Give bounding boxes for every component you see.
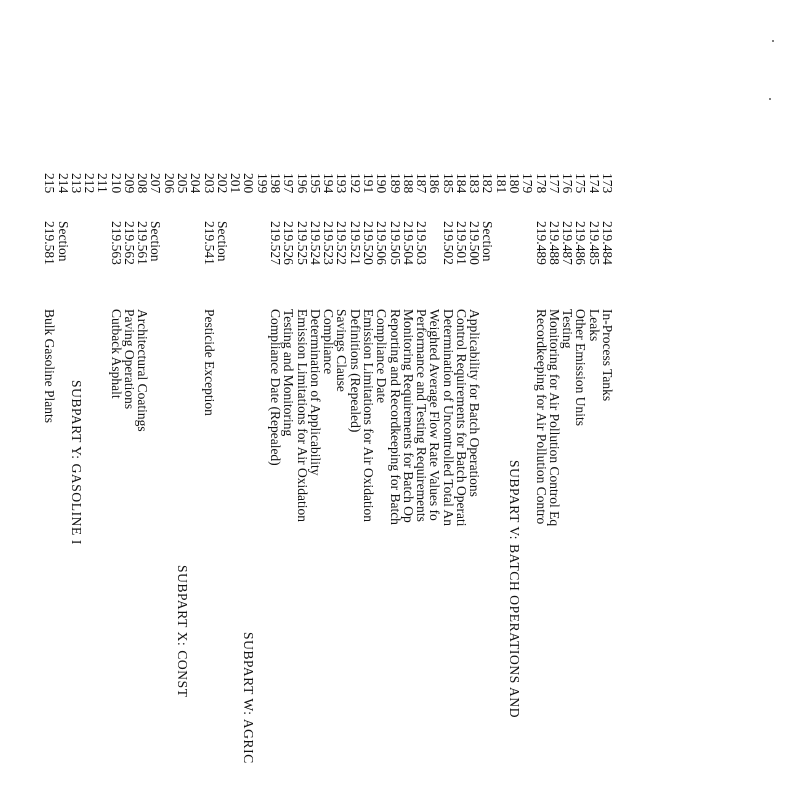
document-line	[135, 0, 149, 800]
document-line	[215, 0, 229, 800]
line-number: 201	[228, 173, 244, 194]
line-number: 182	[480, 173, 496, 194]
line-number: 181	[493, 173, 509, 194]
line-number: 186	[427, 173, 443, 194]
document-line	[600, 0, 614, 800]
section-number: 219.563	[108, 221, 124, 265]
section-number: 219.561	[135, 221, 151, 265]
scan-speck	[769, 98, 771, 100]
subpart-heading: SUBPART X: CONST	[175, 565, 191, 698]
line-number: 176	[560, 173, 576, 194]
section-title: Recordkeeping for Air Pollution Contro	[533, 309, 549, 525]
section-title: Reporting and Recordkeeping for Batch	[387, 309, 403, 525]
subpart-heading: SUBPART V: BATCH OPERATIONS AND	[507, 460, 523, 719]
document-line	[494, 0, 508, 800]
document-line	[587, 0, 601, 800]
line-number: 190	[374, 173, 390, 194]
section-title: Weighted Average Flow Rate Values fo	[427, 309, 443, 521]
line-number: 175	[573, 173, 589, 194]
section-title: Determination of Uncontrolled Total An	[440, 309, 456, 527]
section-number: 219.526	[281, 221, 297, 265]
section-title: Compliance Date (Repealed)	[268, 309, 283, 466]
section-number: 219.484	[600, 221, 615, 265]
section-number: 219.520	[360, 221, 376, 265]
line-number: 211	[95, 173, 111, 193]
document-line	[281, 0, 295, 800]
document-line	[109, 0, 123, 800]
document-line	[56, 0, 70, 800]
section-number: 219.504	[400, 221, 416, 265]
section-title: In-Process Tanks	[600, 309, 615, 402]
section-number: 219.521	[347, 221, 363, 265]
document-line	[202, 0, 216, 800]
document-line	[348, 0, 362, 800]
line-number: 209	[121, 173, 137, 194]
section-number: 219.487	[560, 221, 576, 265]
section-number: 219.522	[334, 221, 350, 265]
document-line	[560, 0, 574, 800]
section-title: Compliance Date	[374, 309, 390, 404]
document-line	[334, 0, 348, 800]
section-number: 219.524	[307, 221, 323, 265]
section-title: Emission Limitations for Air Oxidation	[294, 309, 310, 522]
document-line	[414, 0, 428, 800]
section-title: Control Requirements for Batch Operati	[453, 309, 469, 527]
document-line	[454, 0, 468, 800]
document-line	[467, 0, 481, 800]
section-number: 219.500	[467, 221, 483, 265]
section-number: 219.485	[586, 221, 602, 265]
document-line	[228, 0, 242, 800]
line-number: 195	[307, 173, 323, 194]
line-number: 180	[507, 173, 523, 194]
document-line	[321, 0, 335, 800]
line-number: 203	[201, 173, 217, 194]
document-line	[507, 0, 521, 800]
document-line	[401, 0, 415, 800]
line-number: 174	[586, 173, 602, 194]
line-number: 199	[254, 173, 270, 194]
document-line	[441, 0, 455, 800]
line-number: 193	[334, 173, 350, 194]
section-title: Applicability for Batch Operations	[467, 309, 483, 497]
document-line	[148, 0, 162, 800]
document-line	[374, 0, 388, 800]
line-number: 196	[294, 173, 310, 194]
section-number: Section	[148, 221, 164, 262]
section-title: Cutback Asphalt	[108, 309, 124, 399]
line-number: 184	[453, 173, 469, 194]
section-number: 219.527	[268, 221, 283, 265]
document-line	[534, 0, 548, 800]
section-title: Determination of Applicability	[307, 309, 323, 476]
section-number: 219.486	[573, 221, 589, 265]
line-number: 212	[82, 173, 98, 194]
document-line	[241, 0, 255, 800]
section-title: Bulk Gasoline Plants	[42, 309, 58, 423]
line-number: 206	[161, 173, 177, 194]
scan-speck	[772, 40, 774, 42]
document-line	[162, 0, 176, 800]
section-number: 219.505	[387, 221, 403, 265]
section-title: Other Emission Units	[573, 309, 589, 426]
document-line	[520, 0, 534, 800]
section-number: Section	[214, 221, 230, 262]
section-title: Paving Operations	[121, 309, 137, 410]
line-number: 179	[520, 173, 536, 194]
line-number: 197	[281, 173, 297, 194]
section-number: 219.541	[201, 221, 217, 265]
line-number: 213	[68, 173, 84, 194]
section-number: 219.523	[321, 221, 337, 265]
section-title: Testing	[560, 309, 576, 349]
line-number: 214	[55, 173, 71, 194]
line-number: 198	[268, 173, 283, 194]
section-number: 219.501	[453, 221, 469, 265]
document-line	[255, 0, 269, 800]
document-line	[295, 0, 309, 800]
section-number: Section	[55, 221, 71, 262]
document-line	[82, 0, 96, 800]
section-title: Savings Clause	[334, 309, 350, 392]
document-line	[122, 0, 136, 800]
line-number: 188	[400, 173, 416, 194]
line-number: 215	[42, 173, 58, 194]
section-title: Emission Limitations for Air Oxidation	[360, 309, 376, 522]
section-number: 219.506	[374, 221, 390, 265]
document-line	[427, 0, 441, 800]
section-title: Definitions (Repealed)	[347, 309, 363, 433]
document-line	[547, 0, 561, 800]
document-line	[361, 0, 375, 800]
line-number: 187	[414, 173, 430, 194]
section-title: Performance and Testing Requirements	[414, 309, 430, 522]
document-line	[573, 0, 587, 800]
line-number: 191	[360, 173, 376, 194]
subpart-heading: SUBPART W: AGRIC	[241, 632, 257, 764]
document-line	[188, 0, 202, 800]
section-title: Architectural Coatings	[135, 309, 151, 432]
document-line	[175, 0, 189, 800]
document-line	[388, 0, 402, 800]
section-title: Monitoring Requirements for Batch Op	[400, 309, 416, 523]
section-number: 219.488	[546, 221, 562, 265]
section-title: Pesticide Exception	[201, 309, 217, 416]
section-title: Compliance	[321, 309, 337, 375]
document-line	[268, 0, 282, 800]
section-number: 219.502	[440, 221, 456, 265]
line-number: 207	[148, 173, 164, 194]
line-number: 208	[135, 173, 151, 194]
line-number: 183	[467, 173, 483, 194]
line-number: 189	[387, 173, 403, 194]
section-number: 219.562	[121, 221, 137, 265]
line-number: 194	[321, 173, 337, 194]
line-number: 178	[533, 173, 549, 194]
line-number: 204	[188, 173, 204, 194]
document-line	[308, 0, 322, 800]
subpart-heading: SUBPART Y: GASOLINE I	[68, 380, 84, 545]
section-number: Section	[480, 221, 496, 262]
document-line	[42, 0, 56, 800]
line-number: 173	[600, 173, 615, 194]
section-number: 219.489	[533, 221, 549, 265]
line-number: 210	[108, 173, 124, 194]
section-number: 219.503	[414, 221, 430, 265]
section-title: Monitoring for Air Pollution Control Eq	[546, 309, 562, 527]
line-number: 205	[175, 173, 191, 194]
line-number: 192	[347, 173, 363, 194]
document-line	[69, 0, 83, 800]
section-number: 219.581	[42, 221, 58, 265]
section-number: 219.525	[294, 221, 310, 265]
line-number: 185	[440, 173, 456, 194]
document-line	[95, 0, 109, 800]
line-number: 177	[546, 173, 562, 194]
line-number: 200	[241, 173, 257, 194]
section-title: Leaks	[586, 309, 602, 342]
line-number: 202	[214, 173, 230, 194]
section-title: Testing and Monitoring	[281, 309, 297, 437]
document-line	[480, 0, 494, 800]
